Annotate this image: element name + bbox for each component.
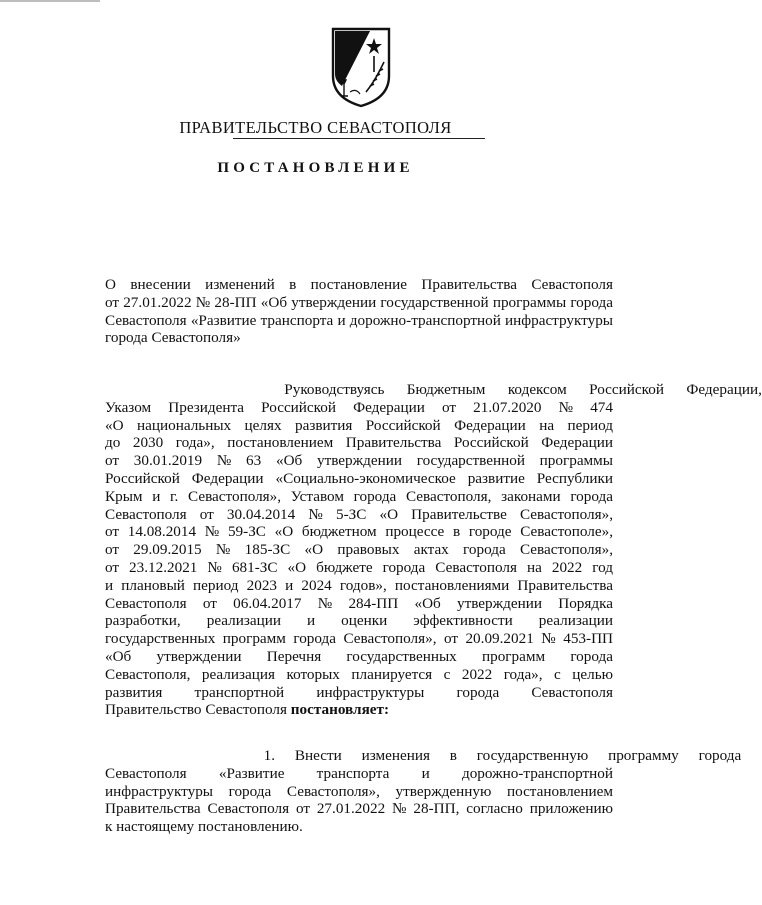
title-line: города Севастополя» <box>105 329 241 347</box>
preamble-line: «Об утверждении Перечня государственных программ города <box>105 647 613 665</box>
government-name: ПРАВИТЕЛЬСТВО СЕВАСТОПОЛЯ <box>179 118 452 137</box>
preamble-line: до 2030 года», постановлением Правительства Российской Федерации <box>105 434 613 452</box>
title-line: Севастополя «Развитие транспорта и дорожно-транспортной инфраструктуры <box>105 311 613 329</box>
item-1-paragraph <box>105 747 742 836</box>
preamble-line: от 23.12.2021 № 681-ЗС «О бюджете города Севастополя на 2022 год <box>105 558 613 576</box>
preamble-line: Крым и г. Севастополя», Уставом города Севастополя, законами города <box>105 487 613 505</box>
resolution-title <box>105 276 613 347</box>
item-1-line: 1. Внести изменения в государственную программу города <box>105 747 742 764</box>
preamble-line: разработки, реализации и оценки эффективности реализации <box>105 612 613 630</box>
preamble-line: Руководствуясь Бюджетным кодексом Российской Федерации, <box>105 381 762 398</box>
item-1-line: Правительства Севастополя от 27.01.2022 № 28-ПП, согласно приложению <box>105 800 613 818</box>
government-name-underline <box>233 138 485 139</box>
preamble-final-line <box>105 701 613 719</box>
title-line: О внесении изменений в постановление Правительства Севастополя <box>105 276 613 293</box>
preamble-line: от 30.01.2019 № 63 «Об утверждении государственной программы <box>105 452 613 470</box>
preamble-line: от 29.09.2015 № 185-ЗС «О правовых актах города Севастополя», <box>105 541 613 559</box>
preamble-line: Российской Федерации «Социально-экономическое развитие Республики <box>105 469 613 487</box>
sevastopol-coat-of-arms-icon <box>330 26 392 108</box>
preamble-line: Севастополя, реализация которых планируется с 2022 года», с целью <box>105 665 613 683</box>
preamble-final-prefix: Правительство Севастополя <box>105 701 291 719</box>
item-1-line: инфраструктуры города Севастополя», утвержденную постановлением <box>105 782 613 800</box>
preamble-line: «О национальных целях развития Российской Федерации на период <box>105 416 613 434</box>
scan-edge-mark <box>0 0 100 2</box>
preamble-line: и плановый период 2023 и 2024 годов», постановлениями Правительства <box>105 576 613 594</box>
preamble-line: развития транспортной инфраструктуры города Севастополя <box>105 683 613 701</box>
preamble-line: государственных программ города Севастополя», от 20.09.2021 № 453-ПП <box>105 630 613 648</box>
preamble-line: Севастополя от 06.04.2017 № 284-ПП «Об утверждении Порядка <box>105 594 613 612</box>
preamble-line: от 14.08.2014 № 59-ЗС «О бюджетном процессе в городе Севастополе», <box>105 523 613 541</box>
document-type-heading: ПОСТАНОВЛЕНИЕ <box>217 160 414 176</box>
decree-keyword: постановляет: <box>290 701 390 719</box>
title-line: от 27.01.2022 № 28-ПП «Об утверждении государственной программы города <box>105 293 613 311</box>
item-1-line: Севастополя «Развитие транспорта и дорожно-транспортной <box>105 764 613 782</box>
item-1-line: к настоящему постановлению. <box>105 818 303 836</box>
preamble-paragraph <box>105 381 762 719</box>
preamble-line: Указом Президента Российской Федерации от 21.07.2020 № 474 <box>105 398 613 416</box>
preamble-line: Севастополя от 30.04.2014 № 5-ЗС «О Правительстве Севастополя», <box>105 505 613 523</box>
